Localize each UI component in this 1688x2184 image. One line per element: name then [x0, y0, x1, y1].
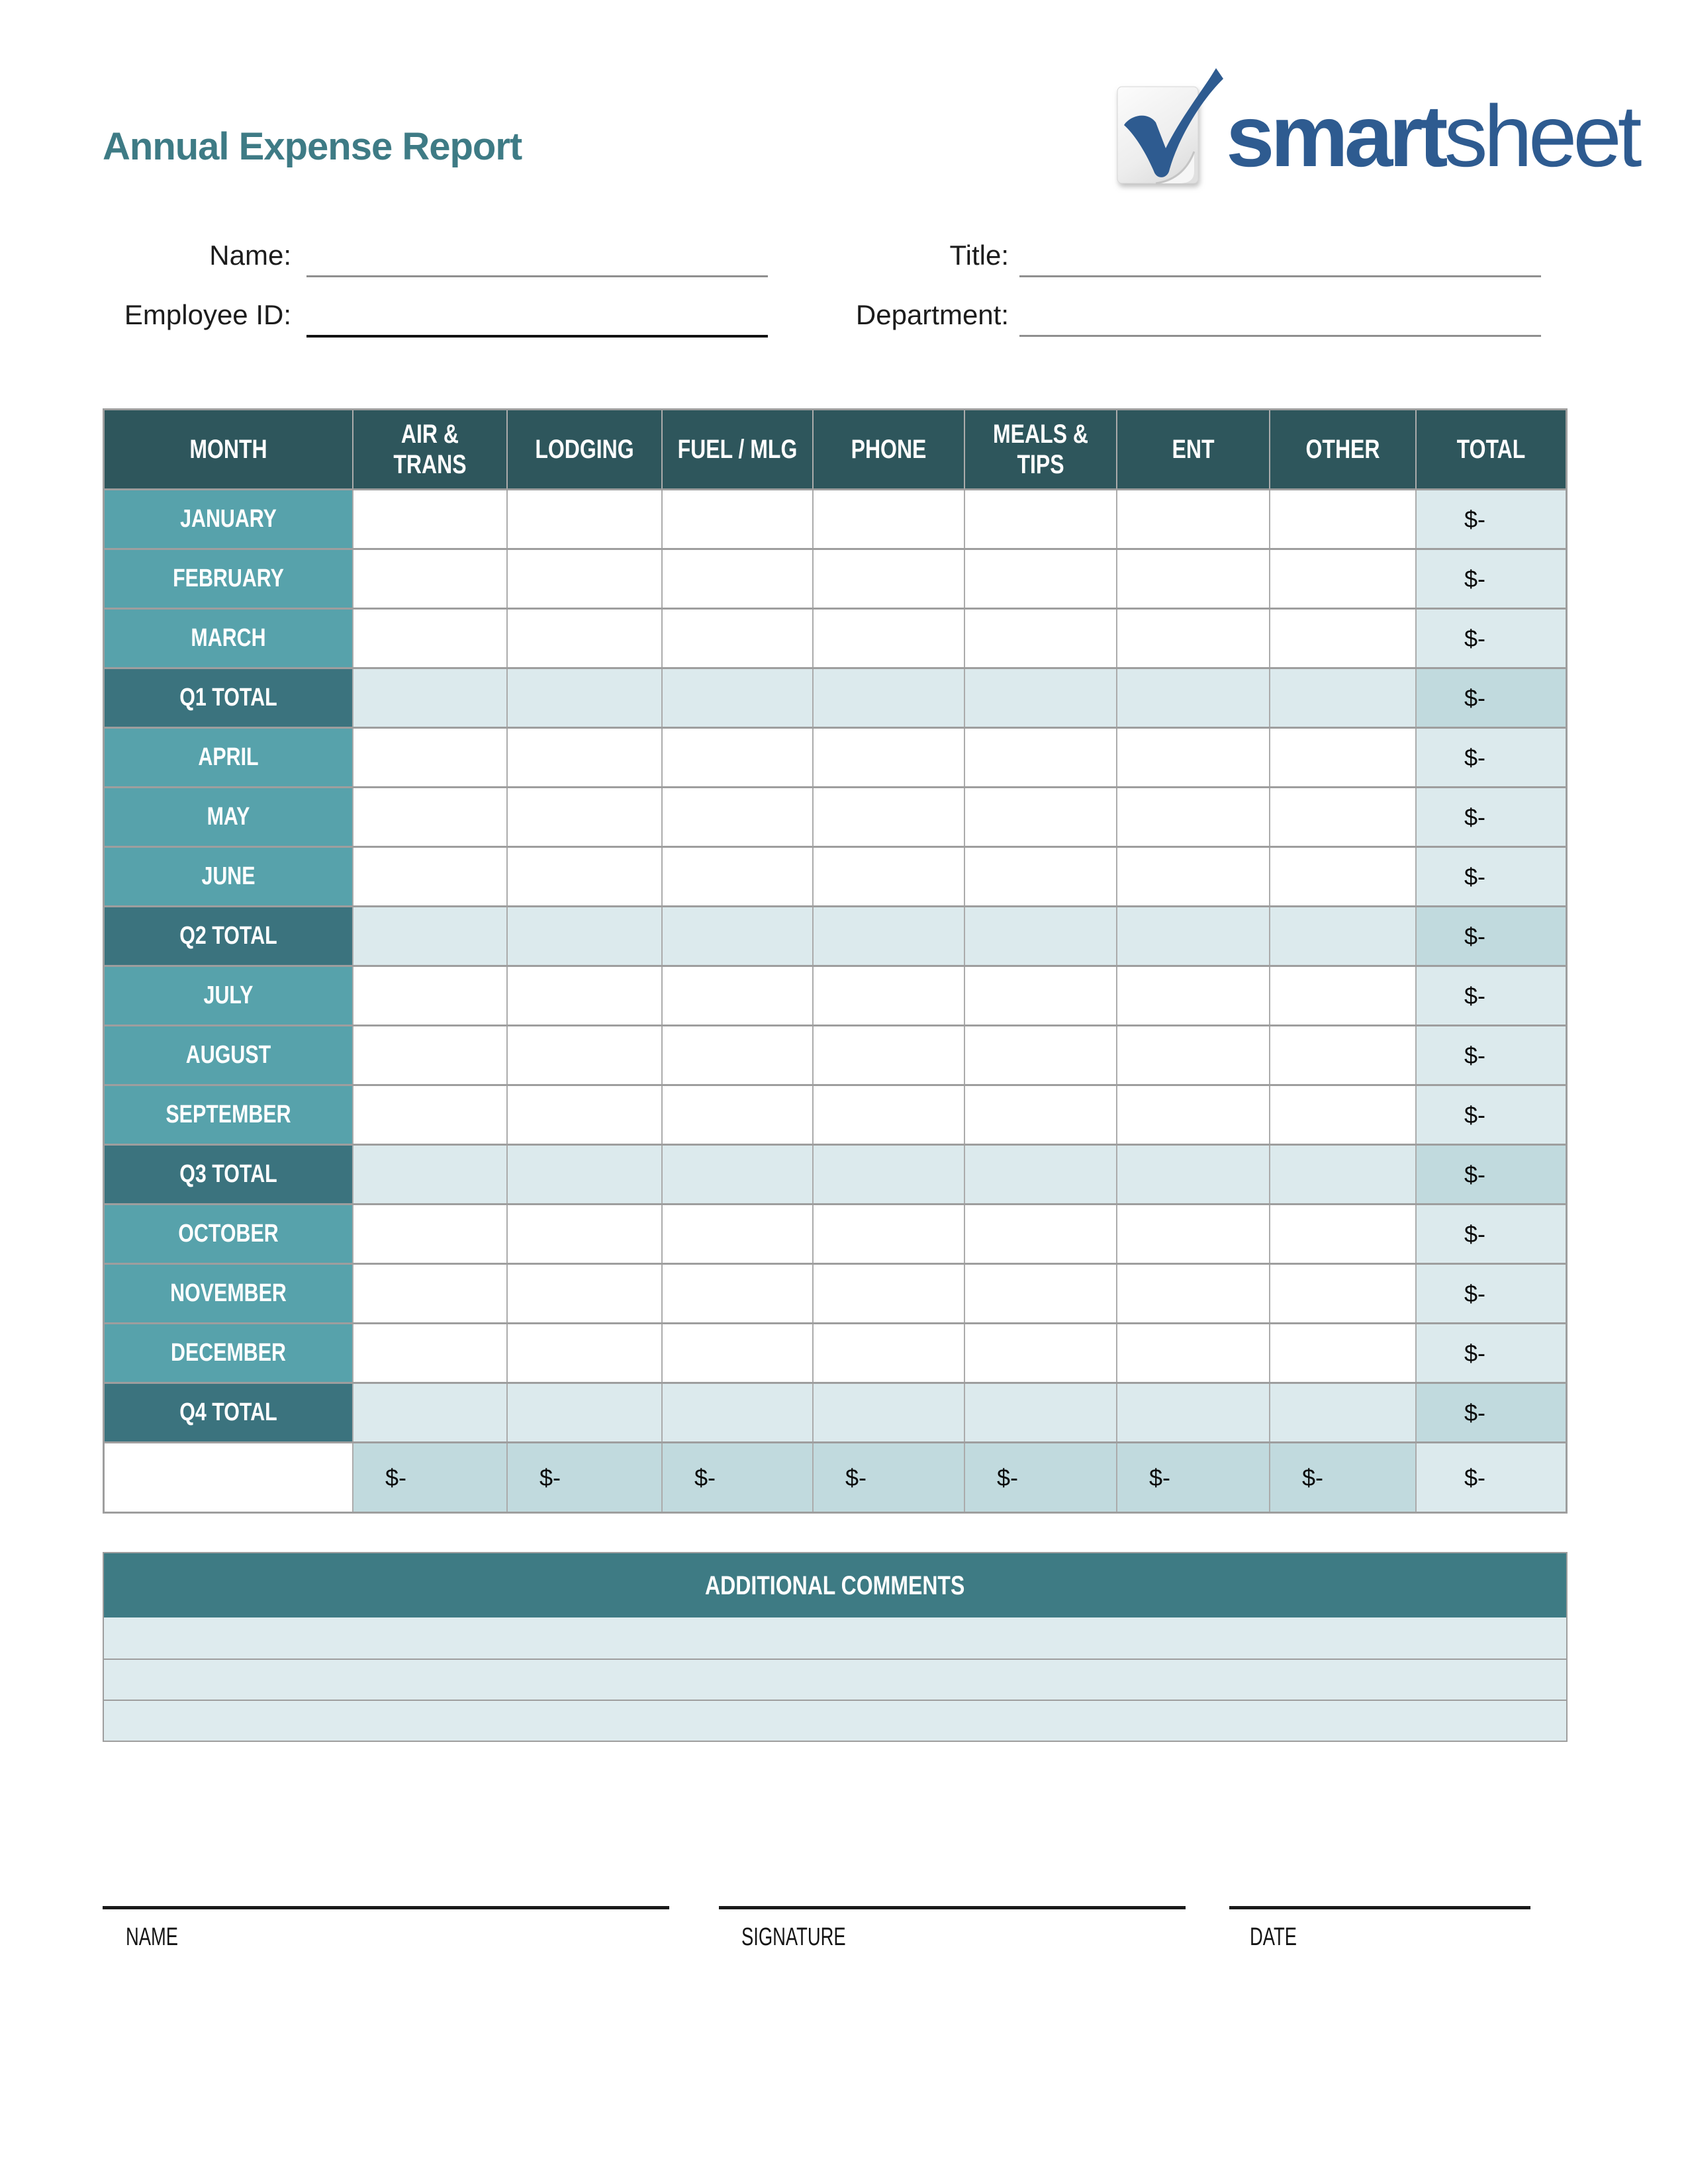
- smartsheet-wordmark: [1226, 87, 1638, 185]
- grand-total-row: [105, 1441, 1566, 1512]
- row-label: FEBRUARY: [173, 564, 284, 592]
- row-total-cell: $-: [1417, 1265, 1566, 1322]
- table-row-q4-total: [105, 1382, 1566, 1441]
- expense-cell-other[interactable]: [1270, 848, 1417, 905]
- expense-cell-ent: [1117, 669, 1270, 727]
- expense-cell-lodging[interactable]: [508, 610, 663, 667]
- row-label-cell: [105, 967, 353, 1024]
- table-row-november: [105, 1263, 1566, 1322]
- row-total-cell: $-: [1417, 1146, 1566, 1203]
- expense-cell-lodging: [508, 907, 663, 965]
- expense-cell-other[interactable]: [1270, 550, 1417, 608]
- expense-cell-ent[interactable]: [1117, 490, 1270, 548]
- expense-cell-air-trans[interactable]: [353, 1205, 508, 1263]
- expense-cell-air-trans[interactable]: [353, 848, 508, 905]
- row-label: AUGUST: [185, 1040, 271, 1069]
- expense-cell-ent[interactable]: [1117, 967, 1270, 1024]
- expense-cell-lodging: [508, 1146, 663, 1203]
- title-label: Title:: [949, 240, 1009, 271]
- expense-cell-air-trans[interactable]: [353, 788, 508, 846]
- footer-total-other: $-: [1270, 1443, 1417, 1512]
- expense-cell-fuel-mlg[interactable]: [663, 967, 814, 1024]
- expense-cell-meals-tips[interactable]: [965, 1026, 1117, 1084]
- expense-table-body: [105, 488, 1566, 1441]
- expense-cell-ent[interactable]: [1117, 1324, 1270, 1382]
- row-label: MAY: [207, 802, 250, 831]
- column-header-total: TOTAL: [1456, 435, 1526, 464]
- expense-cell-other: [1270, 669, 1417, 727]
- department-label: Department:: [855, 299, 1009, 330]
- table-row-august: [105, 1024, 1566, 1084]
- row-label-cell: [105, 907, 353, 965]
- expense-cell-ent: [1117, 907, 1270, 965]
- expense-cell-other: [1270, 907, 1417, 965]
- additional-comments-section: [103, 1552, 1568, 1742]
- row-total-cell: $-: [1417, 967, 1566, 1024]
- row-total-cell: $-: [1417, 848, 1566, 905]
- footer-total-meals-tips: $-: [965, 1443, 1117, 1512]
- footer-total-fuel-mlg: $-: [663, 1443, 814, 1512]
- row-label-cell: [105, 788, 353, 846]
- expense-cell-phone[interactable]: [814, 1265, 965, 1322]
- department-input-line[interactable]: [1019, 335, 1541, 337]
- expense-cell-other: [1270, 1146, 1417, 1203]
- row-label-cell: [105, 1086, 353, 1144]
- table-row-q3-total: [105, 1144, 1566, 1203]
- expense-cell-phone: [814, 907, 965, 965]
- expense-cell-meals-tips[interactable]: [965, 610, 1117, 667]
- column-header-month: MONTH: [105, 410, 353, 488]
- row-total-cell: $-: [1417, 1086, 1566, 1144]
- row-label: NOVEMBER: [170, 1279, 287, 1307]
- expense-cell-other[interactable]: [1270, 788, 1417, 846]
- expense-cell-lodging[interactable]: [508, 550, 663, 608]
- row-total-cell: $-: [1417, 669, 1566, 727]
- signature-name-line[interactable]: [103, 1906, 669, 1909]
- wordmark-smart: smart: [1226, 87, 1444, 185]
- row-label: MARCH: [191, 623, 266, 652]
- expense-cell-fuel-mlg[interactable]: [663, 1324, 814, 1382]
- expense-cell-air-trans[interactable]: [353, 490, 508, 548]
- expense-cell-meals-tips[interactable]: [965, 550, 1117, 608]
- expense-cell-meals-tips[interactable]: [965, 788, 1117, 846]
- row-label: DECEMBER: [171, 1338, 286, 1367]
- expense-cell-other[interactable]: [1270, 490, 1417, 548]
- signature-date-line[interactable]: [1229, 1906, 1530, 1909]
- footer-total-phone: $-: [814, 1443, 965, 1512]
- row-label: Q2 TOTAL: [179, 921, 277, 950]
- expense-cell-air-trans[interactable]: [353, 1086, 508, 1144]
- expense-cell-other[interactable]: [1270, 1324, 1417, 1382]
- column-header-meals-tips: MEALS & TIPS: [965, 410, 1117, 488]
- row-total-cell: $-: [1417, 550, 1566, 608]
- column-header-fuel-mlg: FUEL / MLG: [663, 410, 814, 488]
- expense-cell-air-trans[interactable]: [353, 1265, 508, 1322]
- row-label: JULY: [203, 981, 254, 1009]
- expense-cell-fuel-mlg: [663, 907, 814, 965]
- expense-cell-air-trans[interactable]: [353, 550, 508, 608]
- expense-cell-air-trans: [353, 1146, 508, 1203]
- expense-cell-other[interactable]: [1270, 1205, 1417, 1263]
- expense-cell-phone[interactable]: [814, 788, 965, 846]
- expense-cell-meals-tips[interactable]: [965, 1324, 1117, 1382]
- table-row-october: [105, 1203, 1566, 1263]
- expense-cell-phone[interactable]: [814, 610, 965, 667]
- expense-cell-ent: [1117, 1384, 1270, 1441]
- column-header-lodging: LODGING: [508, 410, 663, 488]
- expense-cell-fuel-mlg[interactable]: [663, 1265, 814, 1322]
- expense-cell-lodging[interactable]: [508, 490, 663, 548]
- expense-cell-lodging[interactable]: [508, 848, 663, 905]
- expense-cell-meals-tips: [965, 669, 1117, 727]
- row-label-cell: [105, 610, 353, 667]
- table-row-september: [105, 1084, 1566, 1144]
- expense-cell-phone: [814, 1146, 965, 1203]
- expense-cell-air-trans: [353, 1384, 508, 1441]
- wordmark-sheet: sheet: [1444, 87, 1638, 185]
- expense-cell-fuel-mlg[interactable]: [663, 729, 814, 786]
- expense-cell-lodging[interactable]: [508, 1026, 663, 1084]
- row-label: Q3 TOTAL: [179, 1160, 277, 1188]
- row-label-cell: [105, 1146, 353, 1203]
- expense-cell-air-trans[interactable]: [353, 729, 508, 786]
- expense-cell-phone[interactable]: [814, 1205, 965, 1263]
- row-label-cell: [105, 1265, 353, 1322]
- additional-comments-header: ADDITIONAL COMMENTS: [104, 1553, 1566, 1617]
- expense-table: [103, 408, 1568, 1514]
- footer-total-air-trans: $-: [353, 1443, 508, 1512]
- row-label: SEPTEMBER: [165, 1100, 291, 1128]
- expense-cell-other[interactable]: [1270, 967, 1417, 1024]
- smartsheet-logo: [1112, 57, 1642, 203]
- comment-row-3[interactable]: [104, 1700, 1566, 1741]
- expense-table-header-row: [105, 410, 1566, 488]
- row-label: APRIL: [198, 743, 259, 771]
- expense-cell-meals-tips[interactable]: [965, 848, 1117, 905]
- expense-cell-other: [1270, 1384, 1417, 1441]
- table-row-q2-total: [105, 905, 1566, 965]
- expense-cell-air-trans[interactable]: [353, 967, 508, 1024]
- table-row-january: [105, 488, 1566, 548]
- footer-total-ent: $-: [1117, 1443, 1270, 1512]
- row-label: JUNE: [201, 862, 256, 890]
- table-row-may: [105, 786, 1566, 846]
- expense-cell-meals-tips[interactable]: [965, 967, 1117, 1024]
- table-row-february: [105, 548, 1566, 608]
- name-label: Name:: [209, 240, 291, 271]
- expense-cell-meals-tips[interactable]: [965, 1086, 1117, 1144]
- expense-cell-ent[interactable]: [1117, 610, 1270, 667]
- expense-cell-fuel-mlg[interactable]: [663, 1026, 814, 1084]
- row-total-cell: $-: [1417, 490, 1566, 548]
- expense-cell-meals-tips[interactable]: [965, 490, 1117, 548]
- row-label-cell: [105, 1324, 353, 1382]
- row-total-cell: $-: [1417, 788, 1566, 846]
- expense-cell-ent[interactable]: [1117, 550, 1270, 608]
- expense-cell-ent[interactable]: [1117, 788, 1270, 846]
- row-total-cell: $-: [1417, 907, 1566, 965]
- row-label-cell: [105, 669, 353, 727]
- expense-cell-lodging[interactable]: [508, 1086, 663, 1144]
- row-label: JANUARY: [180, 504, 277, 533]
- expense-cell-air-trans[interactable]: [353, 1026, 508, 1084]
- expense-cell-lodging[interactable]: [508, 1265, 663, 1322]
- expense-cell-other[interactable]: [1270, 1086, 1417, 1144]
- expense-cell-meals-tips: [965, 1384, 1117, 1441]
- expense-cell-phone[interactable]: [814, 729, 965, 786]
- expense-cell-lodging[interactable]: [508, 967, 663, 1024]
- expense-cell-meals-tips: [965, 1146, 1117, 1203]
- expense-cell-phone[interactable]: [814, 967, 965, 1024]
- expense-cell-air-trans[interactable]: [353, 610, 508, 667]
- footer-total-lodging: $-: [508, 1443, 663, 1512]
- row-label-cell: [105, 1205, 353, 1263]
- row-label-cell: [105, 729, 353, 786]
- expense-cell-meals-tips[interactable]: [965, 1205, 1117, 1263]
- row-label: Q1 TOTAL: [179, 683, 277, 711]
- sig-name-label: NAME: [126, 1923, 179, 1951]
- expense-cell-phone[interactable]: [814, 550, 965, 608]
- checkmark-page-icon: [1112, 57, 1231, 196]
- row-total-cell: $-: [1417, 1324, 1566, 1382]
- expense-cell-lodging: [508, 1384, 663, 1441]
- expense-cell-ent[interactable]: [1117, 1265, 1270, 1322]
- expense-cell-other[interactable]: [1270, 1026, 1417, 1084]
- row-total-cell: $-: [1417, 1205, 1566, 1263]
- signature-signature-line[interactable]: [719, 1906, 1186, 1909]
- row-label-cell: [105, 1384, 353, 1441]
- expense-cell-fuel-mlg[interactable]: [663, 1205, 814, 1263]
- row-label-cell: [105, 490, 353, 548]
- expense-cell-fuel-mlg[interactable]: [663, 1086, 814, 1144]
- expense-cell-air-trans: [353, 669, 508, 727]
- expense-cell-fuel-mlg[interactable]: [663, 610, 814, 667]
- footer-label-cell: [105, 1443, 353, 1512]
- expense-cell-ent: [1117, 1146, 1270, 1203]
- row-label: OCTOBER: [178, 1219, 279, 1248]
- employee-id-input-line[interactable]: [306, 335, 768, 338]
- expense-cell-meals-tips[interactable]: [965, 1265, 1117, 1322]
- row-total-cell: $-: [1417, 610, 1566, 667]
- employee-id-label: Employee ID:: [124, 299, 291, 330]
- sig-signature-label: SIGNATURE: [741, 1923, 846, 1951]
- expense-cell-ent[interactable]: [1117, 1205, 1270, 1263]
- title-input-line[interactable]: [1019, 275, 1541, 277]
- expense-cell-other[interactable]: [1270, 610, 1417, 667]
- sig-date-label: DATE: [1250, 1923, 1297, 1951]
- row-label: Q4 TOTAL: [179, 1398, 277, 1426]
- column-header-other: OTHER: [1270, 410, 1417, 488]
- expense-cell-meals-tips[interactable]: [965, 729, 1117, 786]
- expense-cell-phone[interactable]: [814, 1324, 965, 1382]
- column-header-phone: PHONE: [814, 410, 965, 488]
- table-row-december: [105, 1322, 1566, 1382]
- footer-grand-total-cell: $-: [1417, 1443, 1566, 1512]
- column-header-ent: ENT: [1117, 410, 1270, 488]
- expense-cell-phone: [814, 1384, 965, 1441]
- expense-cell-ent[interactable]: [1117, 1086, 1270, 1144]
- expense-cell-ent[interactable]: [1117, 729, 1270, 786]
- comment-row-1[interactable]: [104, 1617, 1566, 1659]
- expense-cell-fuel-mlg[interactable]: [663, 848, 814, 905]
- expense-cell-fuel-mlg[interactable]: [663, 788, 814, 846]
- table-row-april: [105, 727, 1566, 786]
- expense-cell-fuel-mlg: [663, 1384, 814, 1441]
- page-title: Annual Expense Report: [103, 125, 522, 168]
- row-label-cell: [105, 550, 353, 608]
- table-row-march: [105, 608, 1566, 667]
- name-input-line[interactable]: [306, 275, 768, 277]
- row-total-cell: $-: [1417, 1026, 1566, 1084]
- expense-cell-other[interactable]: [1270, 729, 1417, 786]
- expense-cell-ent[interactable]: [1117, 848, 1270, 905]
- table-row-june: [105, 846, 1566, 905]
- expense-cell-fuel-mlg: [663, 1146, 814, 1203]
- expense-cell-ent[interactable]: [1117, 1026, 1270, 1084]
- expense-cell-fuel-mlg[interactable]: [663, 550, 814, 608]
- expense-cell-air-trans[interactable]: [353, 1324, 508, 1382]
- row-total-cell: $-: [1417, 1384, 1566, 1441]
- row-total-cell: $-: [1417, 729, 1566, 786]
- expense-cell-phone: [814, 669, 965, 727]
- expense-cell-fuel-mlg: [663, 669, 814, 727]
- expense-cell-lodging: [508, 669, 663, 727]
- expense-cell-fuel-mlg[interactable]: [663, 490, 814, 548]
- expense-cell-lodging[interactable]: [508, 788, 663, 846]
- row-label-cell: [105, 1026, 353, 1084]
- expense-cell-lodging[interactable]: [508, 729, 663, 786]
- table-row-q1-total: [105, 667, 1566, 727]
- expense-cell-phone[interactable]: [814, 1086, 965, 1144]
- expense-cell-phone[interactable]: [814, 490, 965, 548]
- expense-cell-phone[interactable]: [814, 848, 965, 905]
- table-row-july: [105, 965, 1566, 1024]
- expense-cell-meals-tips: [965, 907, 1117, 965]
- expense-cell-air-trans: [353, 907, 508, 965]
- expense-cell-lodging[interactable]: [508, 1324, 663, 1382]
- row-label-cell: [105, 848, 353, 905]
- expense-cell-lodging[interactable]: [508, 1205, 663, 1263]
- comment-row-2[interactable]: [104, 1659, 1566, 1700]
- expense-cell-other[interactable]: [1270, 1265, 1417, 1322]
- column-header-air-trans: AIR & TRANS: [353, 410, 508, 488]
- expense-cell-phone[interactable]: [814, 1026, 965, 1084]
